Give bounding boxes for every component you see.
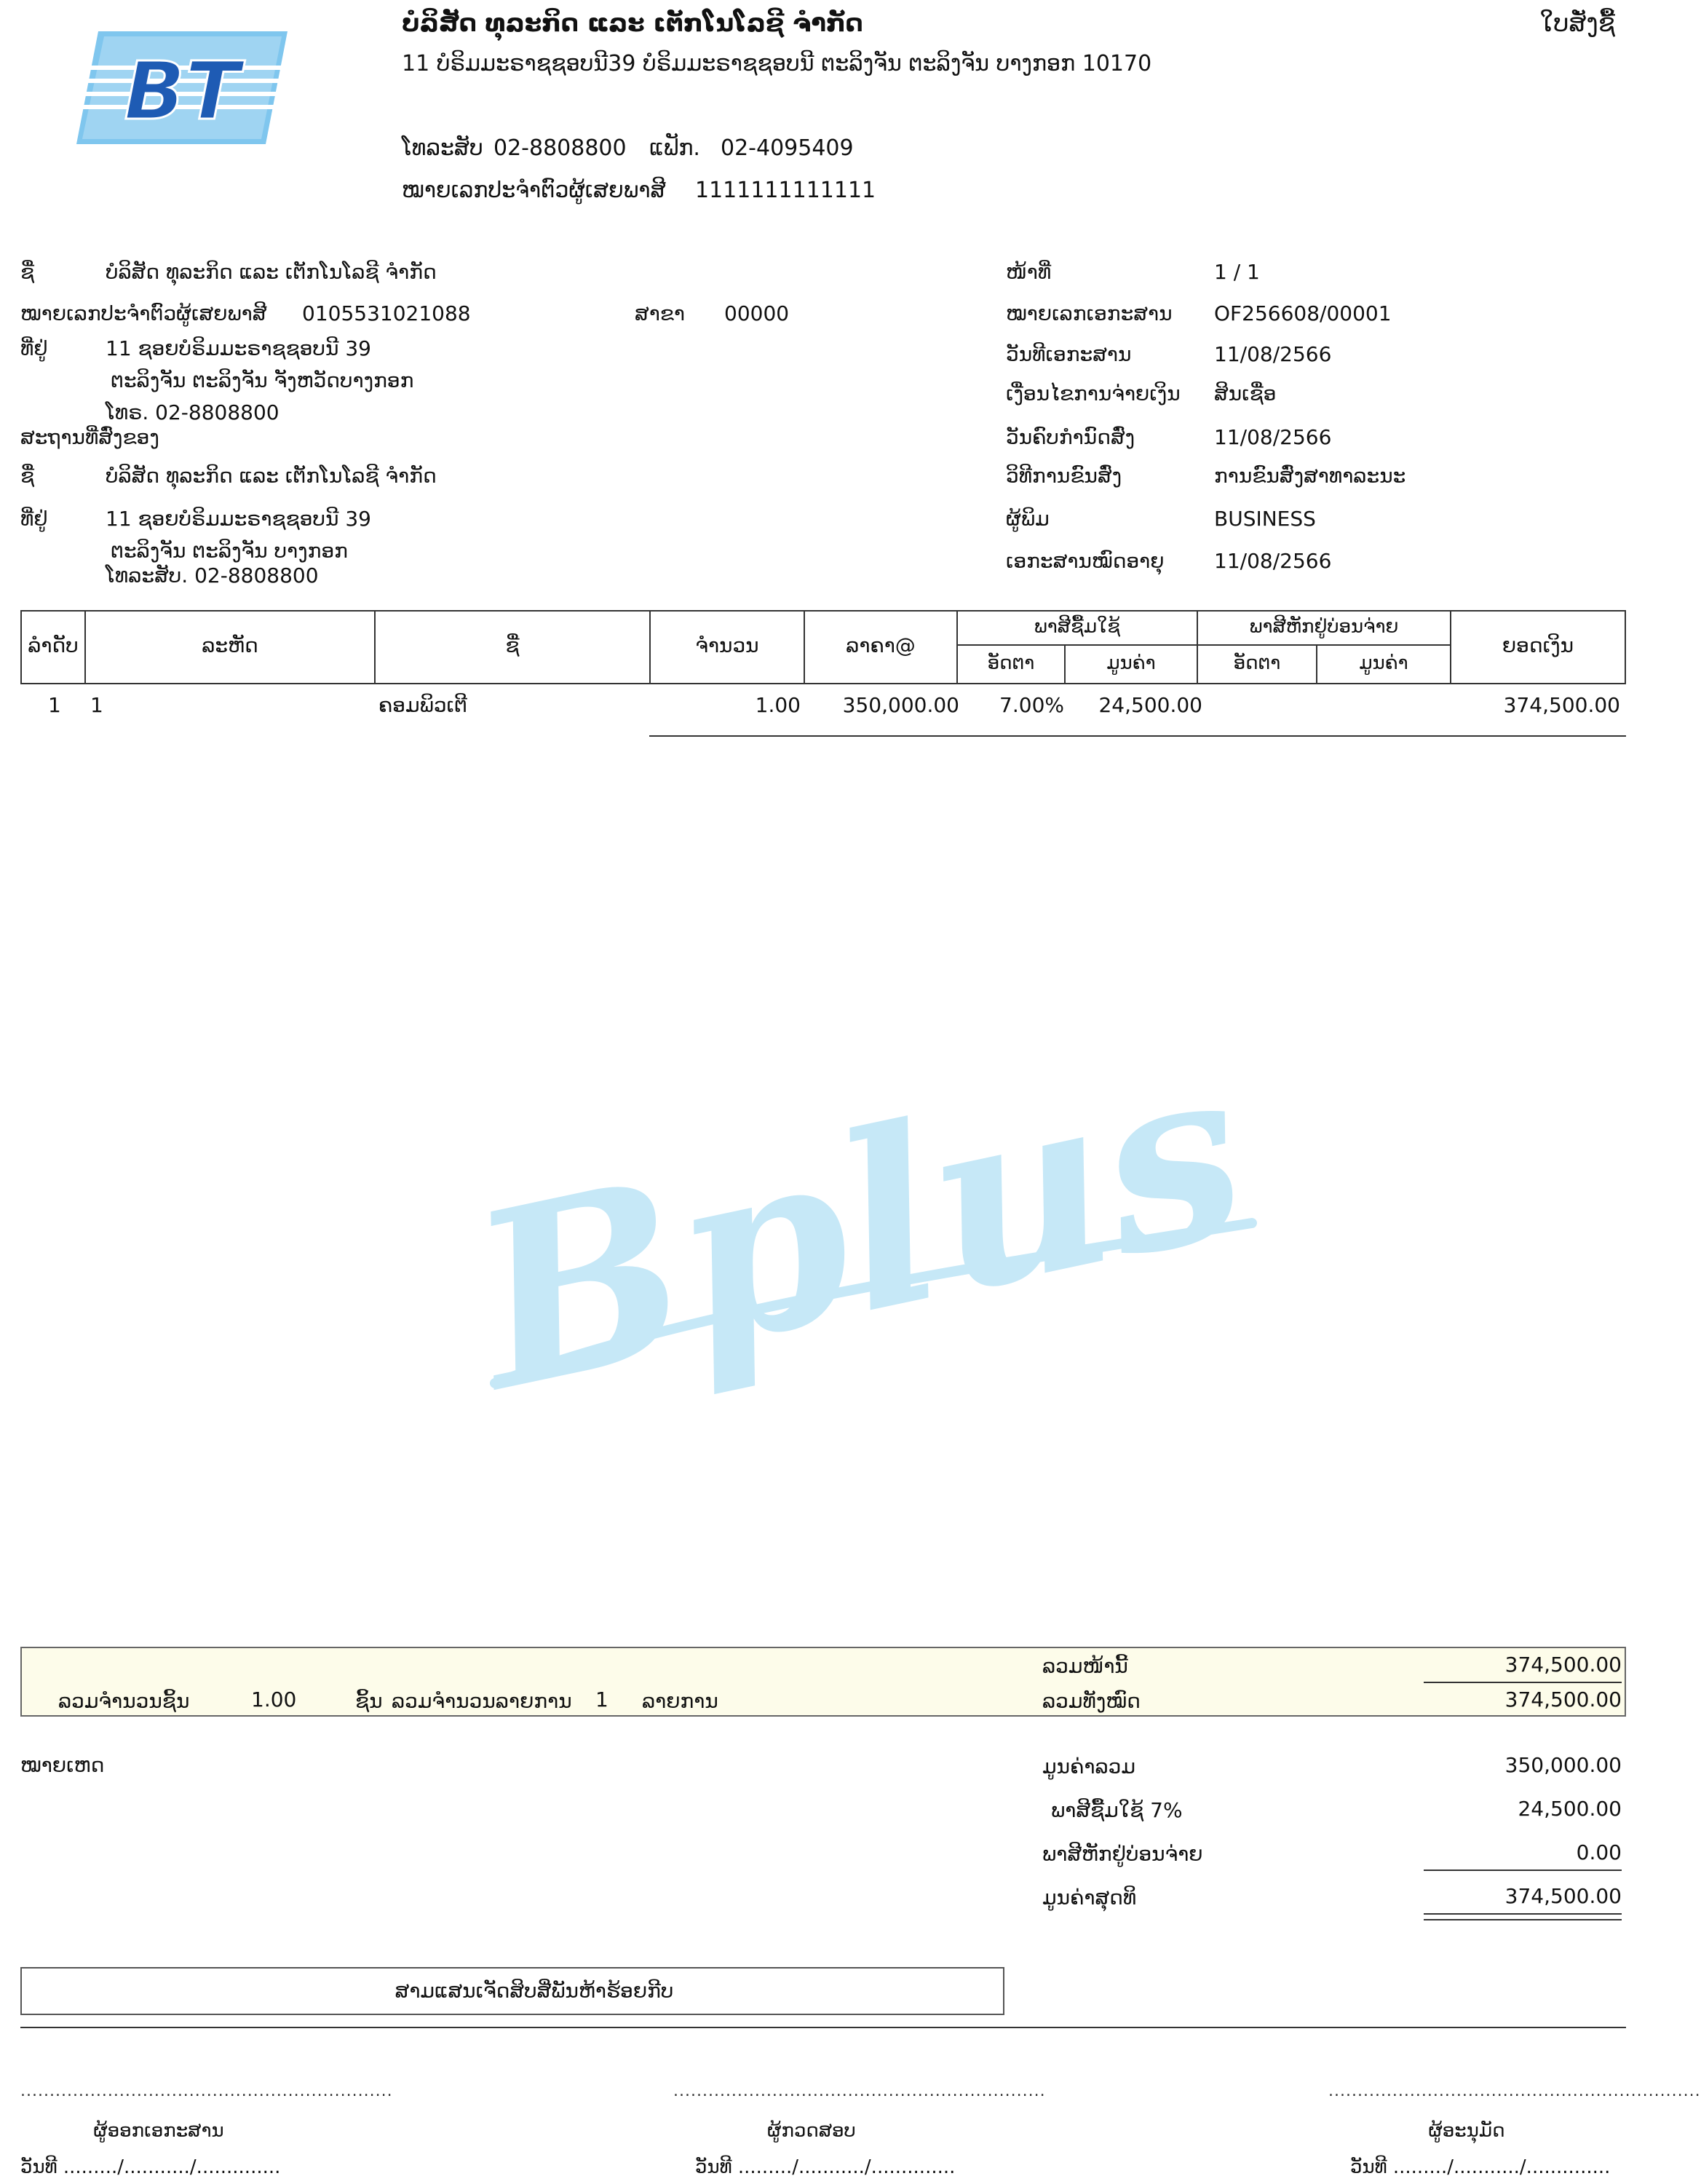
cell-qty: 1.00 bbox=[755, 693, 801, 717]
column-header-vat-rate: ອັດຕາ bbox=[987, 652, 1035, 674]
signature-date: ວັນທີ ........./.........../.............. bbox=[20, 2156, 281, 2178]
grand-total-label: ລວມທັງໝົດ bbox=[1042, 1689, 1141, 1713]
doc-info-label: ໜ້າທີ່ bbox=[1006, 260, 1052, 284]
company-phone: 02-8808800 bbox=[493, 135, 627, 161]
company-logo bbox=[76, 28, 288, 148]
customer-branch-label: ສາຂາ bbox=[635, 301, 686, 325]
total-qty-label: ລວມຈຳນວນຊິ້ນ bbox=[58, 1689, 190, 1713]
doc-info-label: ເອກະສານໝົດອາຍຸ bbox=[1006, 549, 1165, 573]
doc-info-value: 11/08/2566 bbox=[1214, 549, 1332, 573]
company-fax: 02-4095409 bbox=[721, 135, 854, 161]
watermark-text: Bplus bbox=[452, 1007, 1266, 1444]
column-header-name: ຊື່ bbox=[505, 633, 520, 657]
withholding-label: ພາສີຫັກຢູ່ບ່ອນຈ່າຍ bbox=[1042, 1842, 1203, 1866]
page-total: 374,500.00 bbox=[1504, 1653, 1622, 1677]
company-name: ບໍລິສັດ ທຸລະກິດ ແລະ ເຕັກໂນໂລຊີ ຈຳກັດ bbox=[402, 9, 863, 38]
subtotal-label: ມູນຄ່າລວມ bbox=[1042, 1754, 1135, 1779]
doc-info-label: ວິທີການຂົນສົ່ງ bbox=[1006, 464, 1122, 488]
doc-info-value: 1 / 1 bbox=[1214, 260, 1260, 284]
doc-info-value: OF256608/00001 bbox=[1214, 301, 1392, 325]
customer-address-line1: 11 ຊອຍບໍຣິມມະຣາຊຊອບນີ 39 bbox=[106, 336, 371, 360]
company-tax-id: 1111111111111 bbox=[695, 178, 876, 203]
customer-tax-id: 0105531021088 bbox=[302, 301, 471, 325]
doc-info-label: ໝາຍເລກເອກະສານ bbox=[1006, 301, 1173, 325]
delivery-address-label: ທີ່ຢູ່ bbox=[20, 507, 48, 531]
column-header-no: ລຳດັບ bbox=[28, 633, 79, 657]
doc-info-label: ເງື່ອນໄຂການຈ່າຍເງິນ bbox=[1006, 381, 1181, 405]
column-header-wht-rate: ອັດຕາ bbox=[1233, 652, 1281, 674]
cell-no: 1 bbox=[48, 693, 61, 717]
signature-date: ວັນທີ ........./.........../.............. bbox=[1350, 2156, 1611, 2178]
customer-address-line2: ຕະລິງຈັນ ຕະລິງຈັນ ຈັງຫວັດບາງກອກ bbox=[111, 368, 414, 392]
total-qty: 1.00 bbox=[251, 1688, 297, 1712]
withholding-value: 0.00 bbox=[1576, 1840, 1622, 1864]
delivery-section-label: ສະຖານທີ່ສົ່ງຂອງ bbox=[20, 425, 159, 449]
doc-info-value: ສິນເຊື່ອ bbox=[1214, 381, 1277, 405]
qty-unit: ຊິ້ນ bbox=[355, 1689, 383, 1713]
delivery-address-line2: ຕະລິງຈັນ ຕະລິງຈັນ ບາງກອກ bbox=[111, 539, 348, 563]
vat-value: 24,500.00 bbox=[1518, 1797, 1622, 1821]
doc-info-label: ຜູ້ພິມ bbox=[1006, 507, 1050, 531]
column-header-wht-group: ພາສີຫັກຢູ່ບ່ອນຈ່າຍ bbox=[1249, 616, 1399, 638]
signature-line: ................................................................ bbox=[1328, 2082, 1701, 2100]
cell-total: 374,500.00 bbox=[1503, 693, 1620, 717]
net-total-value: 374,500.00 bbox=[1504, 1884, 1622, 1908]
delivery-phone: ໂທລະສັບ. 02-8808800 bbox=[106, 563, 319, 587]
delivery-name: ບໍລິສັດ ທຸລະກິດ ແລະ ເຕັກໂນໂລຊີ ຈຳກັດ bbox=[106, 464, 437, 488]
bplus-watermark bbox=[452, 1005, 1266, 1444]
logo-text: BT bbox=[124, 44, 240, 138]
amount-in-words: ສາມແສນເຈັດສິບສີ່ພັນຫ້າຮ້ອຍກີບ bbox=[394, 1979, 674, 2003]
cell-vat-value: 24,500.00 bbox=[1098, 693, 1202, 717]
signature-line: ................................................................ bbox=[673, 2082, 1046, 2100]
customer-name-label: ຊື່ bbox=[20, 260, 35, 284]
grand-total: 374,500.00 bbox=[1504, 1688, 1622, 1712]
cell-name: ຄອມພິວເຕີ bbox=[378, 693, 468, 717]
subtotal-value: 350,000.00 bbox=[1504, 1753, 1622, 1777]
net-total-label: ມູນຄ່າສຸດທິ bbox=[1042, 1886, 1137, 1910]
doc-info-label: ວັນຄົບກຳນົດສົ່ງ bbox=[1006, 425, 1135, 449]
document-title: ໃບສັ່ງຊື້ bbox=[1539, 9, 1615, 38]
remarks-label: ໝາຍເຫດ bbox=[20, 1753, 105, 1777]
customer-branch: 00000 bbox=[724, 301, 790, 325]
customer-name: ບໍລິສັດ ທຸລະກິດ ແລະ ເຕັກໂນໂລຊີ ຈຳກັດ bbox=[106, 260, 437, 284]
customer-tax-label: ໝາຍເລກປະຈຳຕົວຜູ້ເສຍພາສີ bbox=[20, 301, 267, 325]
signature-role: ຜູ້ອະນຸມັດ bbox=[1428, 2120, 1505, 2142]
cell-vat-rate: 7.00% bbox=[999, 693, 1064, 717]
delivery-name-label: ຊື່ bbox=[20, 464, 35, 488]
customer-phone: ໂທຣ. 02-8808800 bbox=[106, 400, 279, 424]
items-unit: ລາຍການ bbox=[642, 1689, 718, 1713]
doc-info-value: BUSINESS bbox=[1214, 507, 1316, 531]
doc-info-value: ການຂົນສົ່ງສາທາລະນະ bbox=[1214, 464, 1406, 488]
column-header-total: ຍອດເງິນ bbox=[1502, 633, 1574, 657]
total-items-label: ລວມຈຳນວນລາຍການ bbox=[392, 1689, 572, 1713]
column-header-wht-value: ມູນຄ່າ bbox=[1359, 652, 1408, 674]
total-items: 1 bbox=[595, 1688, 608, 1712]
company-phone-label: ໂທລະສັບ bbox=[402, 135, 483, 161]
company-tax-label: ໝາຍເລກປະຈຳຕົວຜູ້ເສຍພາສີ bbox=[402, 178, 666, 203]
signature-date: ວັນທີ ........./.........../.............. bbox=[695, 2156, 956, 2178]
company-fax-label: ແຟັກ. bbox=[649, 135, 700, 161]
vat-label: ພາສີຊື້ມໃຊ້ 7% bbox=[1051, 1798, 1183, 1822]
column-header-qty: ຈຳນວນ bbox=[695, 633, 759, 657]
column-header-vat-value: ມູນຄ່າ bbox=[1106, 652, 1156, 674]
page-total-label: ລວມໜ້ານີ້ bbox=[1042, 1654, 1128, 1678]
signature-role: ຜູ້ອອກເອກະສານ bbox=[93, 2120, 224, 2142]
doc-info-value: 11/08/2566 bbox=[1214, 342, 1332, 366]
signature-role: ຜູ້ກວດສອບ bbox=[767, 2120, 856, 2142]
customer-address-label: ທີ່ຢູ່ bbox=[20, 336, 48, 360]
column-header-price: ລາຄາ@ bbox=[846, 633, 916, 657]
doc-info-value: 11/08/2566 bbox=[1214, 425, 1332, 449]
cell-price: 350,000.00 bbox=[842, 693, 959, 717]
doc-info-label: ວັນທີເອກະສານ bbox=[1006, 342, 1132, 366]
cell-code: 1 bbox=[90, 693, 103, 717]
column-header-vat-group: ພາສີຊື້ມໃຊ້ bbox=[1034, 616, 1121, 638]
company-address: 11 ບໍຣິມມະຣາຊຊອບນີ39 ບໍຣິມມະຣາຊຊອບນີ ຕະລິງຈັນ ຕະລິງຈັນ ບາງກອກ 10170 bbox=[402, 51, 1152, 76]
signature-line: ................................................................ bbox=[20, 2082, 393, 2100]
delivery-address-line1: 11 ຊອຍບໍຣິມມະຣາຊຊອບນີ 39 bbox=[106, 507, 371, 531]
column-header-code: ລະຫັດ bbox=[202, 633, 258, 657]
